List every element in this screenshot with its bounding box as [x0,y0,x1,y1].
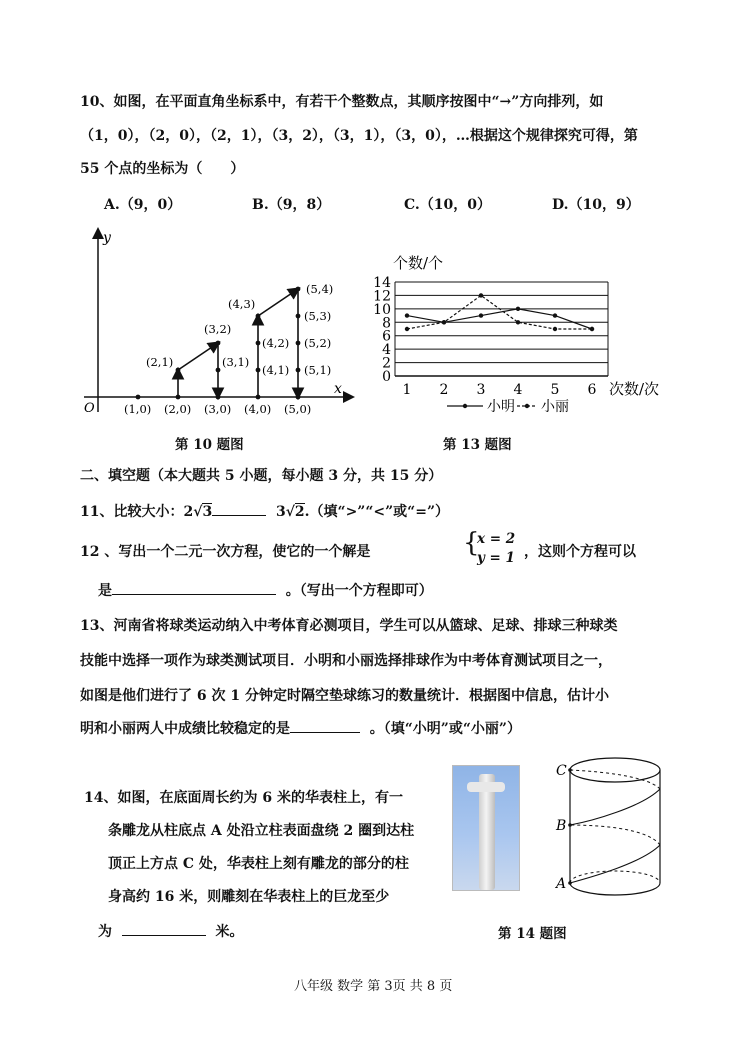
q10-option-c: C.（10，0） [404,197,491,213]
chart-x-tick: 2 [439,382,449,398]
lattice-point [296,368,301,373]
q14-figure-caption: 第 14 题图 [498,926,567,942]
chart-x-tick: 3 [476,382,486,398]
chart-x-tick-labels [403,382,597,398]
q10-figure-caption: 第 10 题图 [175,437,244,453]
lattice-point [256,368,261,373]
q14-line3: 顶正上方点 C 处，华表柱上刻有雕龙的部分的柱 [108,856,409,872]
lattice-point [216,341,221,346]
q10-coordinate-figure [70,222,360,422]
helix-upper-front [570,789,660,825]
chart-point [405,313,409,317]
lattice-point-label: (4,1) [262,363,290,377]
legend-ming-marker [463,404,467,408]
q13-line4-a: 明和小丽两人中成绩比较稳定的是 [80,721,290,737]
q13-line2: 技能中选择一项作为球类测试项目．小明和小丽选择排球作为中考体育测试项目之一， [80,653,612,669]
origin-label: O [84,401,95,416]
q12-line2 [98,580,433,600]
lattice-point-label: (3,1) [222,355,250,369]
section2-title: 二、填空题（本大题共 5 小题，每小题 3 分，共 15 分） [80,468,443,484]
q13-line4-b: 。（填“小明”或“小丽”） [369,721,521,737]
chart-point [479,293,483,297]
q12-eq1: x = 2 [477,531,516,547]
q12-line1 [80,541,370,561]
q10-line1-end: ”方向排列，如 [511,94,604,110]
lattice-point [296,341,301,346]
legend-ming-label: 小明 [487,399,515,415]
lattice-point-label: (5,1) [304,363,332,377]
cylinder-bottom-front [570,883,660,895]
lattice-point [176,395,181,400]
q10-line3: 55 个点的坐标为（ ） [80,161,245,177]
q13-answer-blank[interactable] [290,718,360,733]
chart-y-tick: 10 [373,301,391,318]
chart-point [516,320,520,324]
lattice-point-label: (2,1) [146,355,174,369]
label-b: B [556,818,567,834]
label-c: C [556,763,567,779]
q10-line1-text: 10、如图，在平面直角坐标系中，有若干个整数点，其顺序按图中“ [80,94,500,110]
chart-point [479,313,483,317]
lattice-point-label: (4,2) [262,336,290,350]
lattice-point-label: (5,4) [306,282,334,296]
q12-line2-b: 。（写出一个方程即可） [285,583,433,599]
q12-brace: { [463,528,480,558]
q11-radicand: 3 [202,504,213,520]
cylinder-bottom-back [570,871,660,883]
lattice-point-label: (5,2) [304,336,332,350]
point-b [568,823,572,827]
lattice-point [256,395,261,400]
q13-line3: 如图是他们进行了 6 次 1 分钟定时隔空垫球练习的数量统计．根据图中信息，估计小 [80,688,609,704]
q14-line1: 14、如图，在底面周长约为 6 米的华表柱上，有一 [84,790,403,806]
helix-lower-front [570,845,660,883]
lattice-point-label: (3,2) [204,322,232,336]
huabiao-cloud-board [467,782,505,792]
legend-li-label: 小丽 [541,399,569,415]
point-a [568,881,572,885]
lattice-point [136,395,141,400]
q10-line2: （1，0），（2，0），（2，1），（3，2），（3，1），（3，0），…根据这个规律探究可得，第 [80,128,638,144]
chart-x-tick: 5 [550,382,560,398]
chart-y-tick: 0 [382,369,391,385]
chart-point [405,327,409,331]
q14-line2: 条雕龙从柱底点 A 处沿立柱表面盘绕 2 圈到达柱 [108,823,415,839]
lattice-path-segment [178,343,218,370]
chart-y-tick: 14 [373,275,391,291]
q10-line1 [80,91,603,111]
q11-line [80,501,449,521]
helix-upper-back [570,770,660,789]
chart-y-tick: 12 [373,288,391,305]
lattice-point [216,368,221,373]
chart-x-tick: 4 [513,382,523,398]
lattice-point [296,287,301,292]
q12-answer-blank[interactable] [112,580,276,595]
chart-point [442,320,446,324]
lattice-point [216,395,221,400]
q12-text-a: 12 、写出一个二元一次方程，使它的一个解是 [80,544,371,560]
q10-point-labels [124,282,333,416]
sqrt-symbol: √ [193,504,203,520]
q11-radicand-2: 2 [294,504,305,520]
q11-after: 3 [275,504,286,520]
q10-option-d: D.（10，9） [552,197,640,213]
chart-point [553,327,557,331]
lattice-point-label: (1,0) [124,402,152,416]
q11-suffix: .（填“>”“<”或“=”） [304,504,450,520]
q12-eq2: y = 1 [477,550,515,566]
q14-line5-b: 米。 [215,924,244,940]
lattice-point [176,368,181,373]
cylinder-top [570,758,660,782]
sqrt-symbol-2: √ [285,504,295,520]
q14-line5 [98,921,244,941]
lattice-point [296,395,301,400]
helix-lower-back [570,825,660,845]
page-footer: 八年级 数学 第 3页 共 8 页 [294,979,453,994]
x-axis-label: x [334,381,342,397]
lattice-point-label: (3,0) [204,402,232,416]
lattice-point [296,314,301,319]
q10-option-a: A.（9，0） [104,197,182,213]
chart-point [516,307,520,311]
q13-line4 [80,718,521,738]
q13-line-chart [365,252,665,422]
chart-y-tick-labels [373,275,391,385]
y-axis-label: y [103,230,111,246]
q10-arrow: → [499,94,512,110]
lattice-point [256,341,261,346]
lattice-point-label: (2,0) [164,402,192,416]
chart-x-axis-label: 次数/次 [609,380,660,398]
lattice-point-label: (4,3) [228,297,256,311]
chart-series-line [407,309,592,329]
lattice-point [256,314,261,319]
q10-option-b: B.（9，8） [252,197,331,213]
lattice-path-segment [258,289,298,316]
lattice-point-label: (5,3) [304,309,332,323]
q12-line2-a: 是 [98,583,112,599]
lattice-point-label: (4,0) [244,402,272,416]
chart-point [553,313,557,317]
q13-line1: 13、河南省将球类运动纳入中考体育必测项目，学生可以从篮球、足球、排球三种球类 [80,618,618,634]
chart-point [590,327,594,331]
chart-y-tick: 6 [382,328,391,345]
q13-figure-caption: 第 13 题图 [443,437,512,453]
q14-cylinder-figure [552,755,672,900]
chart-y-tick: 8 [382,315,391,332]
chart-series [405,293,594,331]
chart-y-tick: 4 [382,342,391,359]
q14-line4: 身高约 16 米，则雕刻在华表柱上的巨龙至少 [108,889,390,905]
chart-y-axis-label: 个数/个 [393,254,444,272]
chart-x-tick: 6 [587,382,597,398]
q11-prefix: 11、比较大小：2 [80,504,194,520]
q11-answer-blank[interactable] [212,501,266,516]
label-a: A [556,876,567,892]
point-c [568,768,572,772]
lattice-point-label: (5,0) [284,402,312,416]
q14-answer-blank[interactable] [122,921,206,936]
chart-x-tick: 1 [402,382,412,398]
legend-li-marker [525,404,529,408]
q14-line5-a: 为 [98,924,112,940]
chart-y-tick: 2 [382,355,391,372]
q12-text-b: ，这则个方程可以 [524,544,636,560]
huabiao-photo [452,765,520,891]
